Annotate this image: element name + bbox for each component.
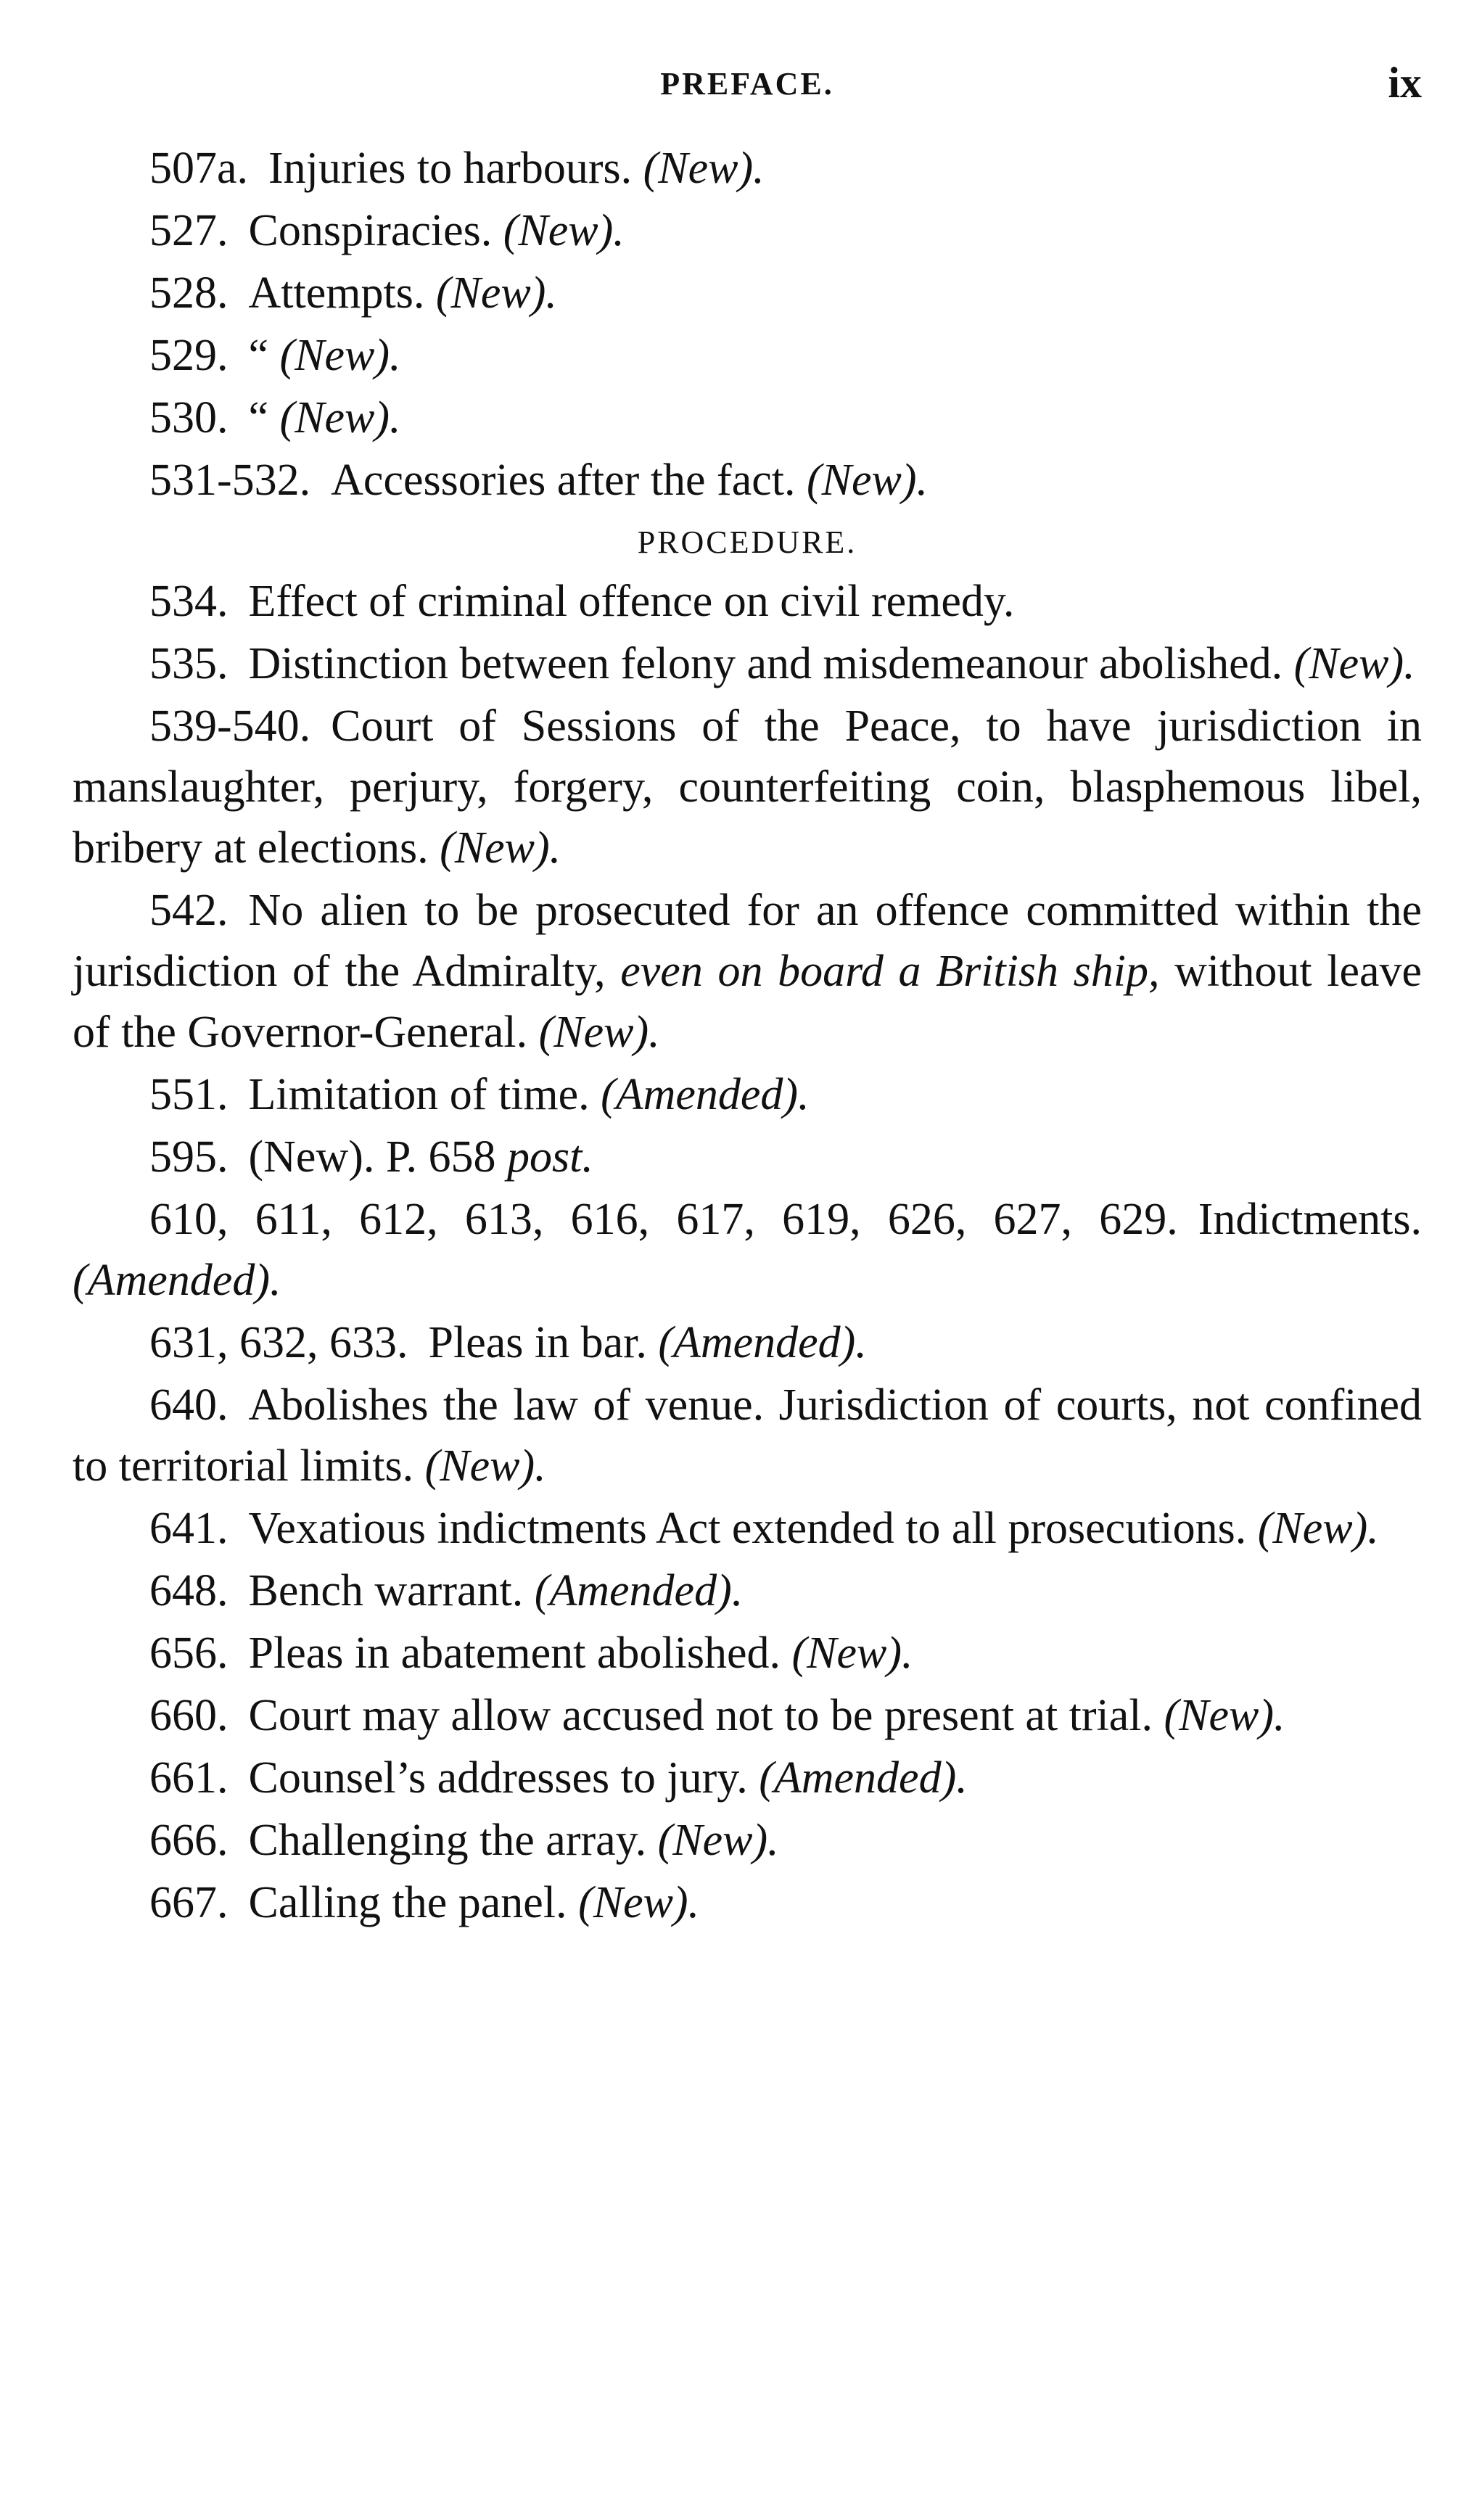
entry-item	[73, 1747, 1422, 1808]
entry-status-note: (New).	[791, 1628, 913, 1678]
entry-text: Indictments.	[1198, 1195, 1422, 1244]
entry-status-note: (New).	[1293, 639, 1415, 688]
entry-text-continued: without leave of the Governor-General.	[73, 947, 1423, 1057]
entry-text: Limitation of time.	[248, 1070, 590, 1119]
entry-number: 530.	[149, 393, 229, 442]
entry-emphasis: even on board a British ship,	[620, 947, 1160, 996]
entry-number: 595.	[149, 1132, 229, 1182]
entry-item	[73, 1064, 1422, 1125]
entry-status-note: (New).	[1164, 1691, 1285, 1740]
page-header	[73, 58, 1422, 138]
entry-text: Conspiracies.	[248, 206, 493, 255]
entry-number: 539-540.	[149, 701, 311, 751]
entry-text: Accessories after the fact.	[331, 456, 796, 505]
entry-number: 531-532.	[149, 456, 311, 505]
entry-cross-reference: post.	[506, 1132, 593, 1182]
entry-status-note: (Amended).	[534, 1566, 744, 1615]
entry-status-note: (Amended).	[658, 1318, 867, 1367]
entry-number: 527.	[149, 206, 229, 255]
entry-item	[73, 138, 1422, 199]
entry-number: 631, 632, 633.	[149, 1318, 408, 1367]
entry-item	[73, 1623, 1422, 1684]
page	[73, 58, 1422, 1935]
entry-item	[73, 880, 1422, 1063]
entry-number: 648.	[149, 1566, 229, 1615]
entry-number: 666.	[149, 1816, 229, 1865]
entries-list-top	[73, 138, 1422, 511]
entry-item	[73, 1375, 1422, 1496]
entry-number: 535.	[149, 639, 229, 688]
entry-status-note: (New).	[538, 1008, 660, 1057]
entry-item	[73, 200, 1422, 261]
entry-item	[73, 1189, 1422, 1311]
entry-status-note: (New).	[503, 206, 625, 255]
entry-number: 610, 611, 612, 613, 616, 617, 619, 626, 627, 629.	[149, 1195, 1178, 1244]
entry-item	[73, 1498, 1422, 1559]
entry-number: 661.	[149, 1753, 229, 1803]
entry-item	[73, 1685, 1422, 1746]
entry-text: Distinction between felony and misdemeanour abolished.	[248, 639, 1283, 688]
entry-text: Calling the panel.	[248, 1878, 567, 1927]
entry-number: 507a.	[149, 144, 249, 193]
entry-text: “	[248, 331, 269, 380]
entry-status-note: (New).	[279, 393, 401, 442]
entry-text: Pleas in abatement abolished.	[248, 1628, 781, 1678]
entry-item	[73, 1312, 1422, 1373]
section-heading: PROCEDURE.	[637, 524, 857, 560]
entry-status-note: (New).	[643, 144, 765, 193]
running-title: PREFACE.	[660, 66, 834, 102]
entry-number: 656.	[149, 1628, 229, 1678]
entry-text: Bench warrant.	[248, 1566, 524, 1615]
entry-number: 534.	[149, 577, 229, 626]
entry-item	[73, 696, 1422, 878]
entry-number: 529.	[149, 331, 229, 380]
entry-text: Attempts.	[248, 268, 425, 318]
page-number: ix	[1388, 59, 1422, 107]
entry-text: Pleas in bar.	[428, 1318, 647, 1367]
entry-status-note: (New).	[578, 1878, 700, 1927]
entry-item	[73, 1127, 1422, 1187]
entry-status-note: (New).	[1257, 1504, 1379, 1553]
entry-item	[73, 387, 1422, 448]
entry-text: Court of Sessions of the Peace, to have jurisdiction in manslaughter, perjury, forgery, counterfeiting coin, blasphemous libel, bribery at elections.	[73, 701, 1422, 873]
entry-number: 551.	[149, 1070, 229, 1119]
entry-item	[73, 1560, 1422, 1621]
entry-text: Counsel’s addresses to jury.	[248, 1753, 748, 1803]
entry-status-note: (New).	[806, 456, 929, 505]
entry-text: Effect of criminal offence on civil remedy.	[248, 577, 1015, 626]
entry-text: “	[248, 393, 269, 442]
entry-item	[73, 1810, 1422, 1871]
entry-status-note: (Amended).	[601, 1070, 810, 1119]
entry-text: Injuries to harbours.	[268, 144, 633, 193]
entry-item	[73, 263, 1422, 324]
entry-status-note: (New).	[435, 268, 557, 318]
entry-number: 641.	[149, 1504, 229, 1553]
entry-item	[73, 633, 1422, 694]
entry-status-note: (Amended).	[73, 1256, 281, 1305]
entry-item	[73, 1872, 1422, 1933]
entry-item	[73, 450, 1422, 511]
entry-status-note: (New).	[279, 331, 401, 380]
entry-text: Court may allow accused not to be present at trial.	[248, 1691, 1153, 1740]
entry-status-note: (New).	[657, 1816, 779, 1865]
entry-status-note: (New).	[440, 823, 561, 873]
entry-number: 528.	[149, 268, 229, 318]
entry-text: Challenging the array.	[248, 1816, 647, 1865]
entry-number: 660.	[149, 1691, 229, 1740]
entry-text: Vexatious indictments Act extended to all prosecutions.	[248, 1504, 1247, 1553]
entry-status-note: (New).	[424, 1441, 546, 1491]
entry-item	[73, 571, 1422, 632]
entry-number: 640.	[149, 1380, 229, 1430]
entry-number: 667.	[149, 1878, 229, 1927]
entry-text: No alien to be prosecuted for an offence committed within the jurisdiction of the Admiralty,	[73, 886, 1422, 996]
entry-text: Abolishes the law of venue. Jurisdiction of courts, not confined to territorial limits.	[73, 1380, 1422, 1491]
entries-list-procedure	[73, 571, 1422, 1933]
entry-status-note: (Amended).	[759, 1753, 968, 1803]
entry-item	[73, 325, 1422, 386]
entry-number: 542.	[149, 886, 229, 935]
entry-text: (New). P. 658	[248, 1132, 496, 1182]
